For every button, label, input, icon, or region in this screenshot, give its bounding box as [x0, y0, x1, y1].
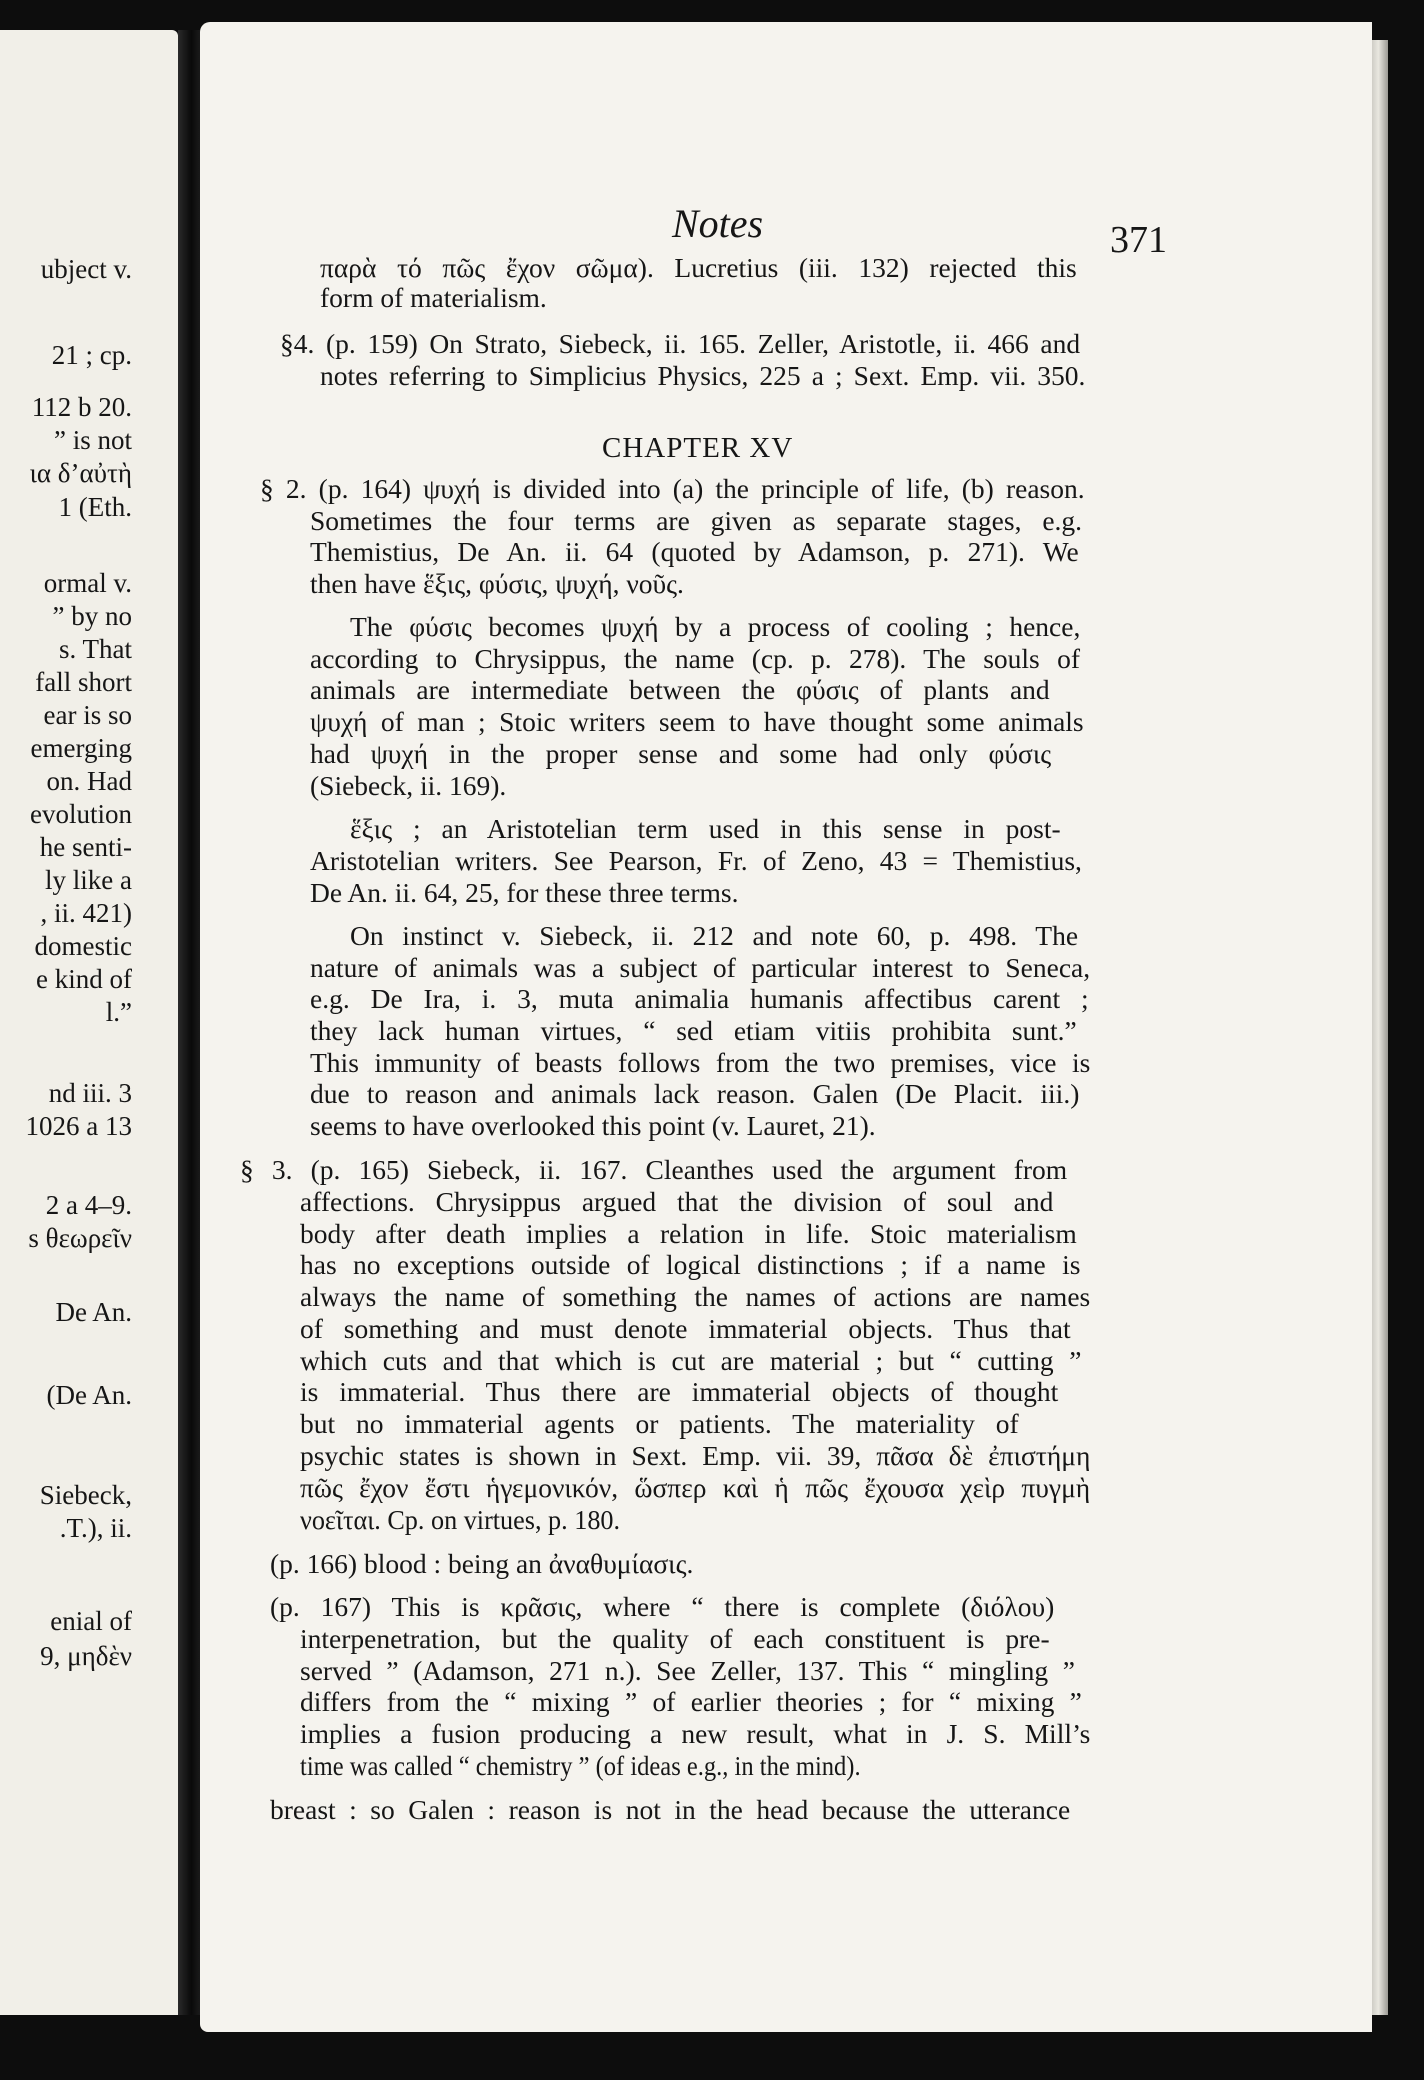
left-page-text-fragment: e kind of [36, 964, 132, 994]
text-line: differs from the “ mixing ” of earlier theories ; for “ mixing ” [300, 1686, 1082, 1717]
left-page-text-fragment: ια δ’αὐτὴ [29, 458, 132, 488]
left-page-text-fragment: domestic [34, 931, 132, 961]
text-line: due to reason and animals lack reason. Galen (De Placit. iii.) [310, 1078, 1080, 1109]
left-page-text-fragment: 1026 a 13 [25, 1111, 132, 1141]
text-line: This immunity of beasts follows from the two premises, vice is [310, 1047, 1091, 1078]
text-line: is immaterial. Thus there are immaterial objects of thought [300, 1376, 1059, 1407]
text-line: time was called “ chemistry ” (of ideas e.g., in the mind). [300, 1750, 861, 1781]
text-line: § 3. (p. 165) Siebeck, ii. 167. Cleanthes used the argument from [240, 1154, 1068, 1185]
book-page [200, 22, 1372, 2032]
left-page-text-fragment: (De An. [46, 1380, 132, 1410]
text-line: ψυχή of man ; Stoic writers seem to have thought some animals [310, 706, 1084, 737]
page-edge [1372, 40, 1388, 2015]
text-line: of something and must denote immaterial objects. Thus that [300, 1313, 1071, 1344]
page-number: 371 [1110, 219, 1167, 261]
left-page-text-fragment: l.” [105, 997, 132, 1027]
left-page-text-fragment: .T.), ii. [59, 1513, 132, 1543]
text-line: The φύσις becomes ψυχή by a process of cooling ; hence, [350, 611, 1081, 642]
text-line: animals are intermediate between the φύσις of plants and [310, 674, 1050, 705]
text-line: served ” (Adamson, 271 n.). See Zeller, 137. This “ mingling ” [300, 1655, 1075, 1686]
left-page-text-fragment: , ii. 421) [40, 898, 132, 928]
text-line: nature of animals was a subject of particular interest to Seneca, [310, 952, 1091, 983]
text-line: body after death implies a relation in life. Stoic materialism [300, 1218, 1077, 1249]
text-line: Aristotelian writers. See Pearson, Fr. of Zeno, 43 = Themistius, [310, 845, 1082, 876]
left-page-text-fragment: 21 ; cp. [51, 340, 132, 370]
text-line: form of materialism. [320, 282, 547, 313]
text-line: according to Chrysippus, the name (cp. p. 278). The souls of [310, 643, 1080, 674]
left-page-text-fragment: ubject v. [40, 254, 132, 284]
left-page-text-fragment: ear is so [43, 700, 132, 730]
text-line: e.g. De Ira, i. 3, muta animalia humanis affectibus carent ; [310, 983, 1089, 1014]
left-page-text-fragment: 9, μηδὲν [40, 1641, 132, 1671]
left-page-text-fragment: De An. [55, 1297, 132, 1327]
left-page-text-fragment: ormal v. [43, 568, 132, 598]
text-line: notes referring to Simplicius Physics, 225 a ; Sext. Emp. vii. 350. [320, 360, 1086, 391]
text-line: νοεῖται. Cp. on virtues, p. 180. [300, 1504, 621, 1535]
left-page-text-fragment: 2 a 4–9. [45, 1190, 132, 1220]
text-line: always the name of something the names of actions are names [300, 1281, 1091, 1312]
left-page-text-fragment: on. Had [46, 766, 132, 796]
text-line: (p. 166) blood : being an ἀναθυμίασις. [270, 1548, 694, 1579]
text-line: πῶς ἔχον ἔστι ἡγεμονικόν, ὥσπερ καὶ ἡ πῶς ἔχουσα χεὶρ πυγμὴ [300, 1472, 1091, 1503]
text-line: ἕξις ; an Aristotelian term used in this sense in post- [350, 813, 1061, 844]
book-gutter [178, 30, 200, 2015]
left-page-text-fragment: 112 b 20. [31, 392, 132, 422]
text-line: On instinct v. Siebeck, ii. 212 and note 60, p. 498. The [350, 920, 1079, 951]
text-line: interpenetration, but the quality of each constituent is pre- [300, 1623, 1050, 1654]
text-line: they lack human virtues, “ sed etiam vitiis prohibita sunt.” [310, 1015, 1077, 1046]
text-line: παρὰ τό πῶς ἔχον σῶμα). Lucretius (iii. 132) rejected this [320, 252, 1077, 283]
chapter-heading: CHAPTER XV [602, 432, 794, 464]
text-line: (p. 167) This is κρᾶσις, where “ there is complete (διόλου) [270, 1591, 1055, 1622]
text-line: affections. Chrysippus argued that the division of soul and [300, 1186, 1054, 1217]
left-page-text-fragment: ly like a [45, 865, 132, 895]
text-line: but no immaterial agents or patients. The materiality of [300, 1408, 1019, 1439]
left-page-text-fragment: Siebeck, [39, 1480, 132, 1510]
left-page-text-fragment: enial of [50, 1606, 132, 1636]
text-line: psychic states is shown in Sext. Emp. vii. 39, πᾶσα δὲ ἐπιστήμη [300, 1440, 1091, 1471]
left-page-text-fragment: fall short [35, 667, 132, 697]
text-line: has no exceptions outside of logical distinctions ; if a name is [300, 1249, 1081, 1280]
text-line: which cuts and that which is cut are material ; but “ cutting ” [300, 1345, 1082, 1376]
text-line: implies a fusion producing a new result, what in J. S. Mill’s [300, 1718, 1091, 1749]
text-line: breast : so Galen : reason is not in the head because the utterance [270, 1794, 1071, 1825]
text-line: Sometimes the four terms are given as separate stages, e.g. [310, 505, 1083, 536]
text-line: De An. ii. 64, 25, for these three terms. [310, 877, 739, 908]
left-page-text-fragment: ” is not [54, 425, 132, 455]
text-line: then have ἕξις, φύσις, ψυχή, νοῦς. [310, 568, 684, 599]
running-head: Notes [672, 201, 764, 246]
left-page-text-fragment: evolution [30, 799, 132, 829]
left-page-text-fragment: ” by no [52, 601, 132, 631]
text-line: seems to have overlooked this point (v. Lauret, 21). [310, 1110, 876, 1141]
left-page-text-fragment: 1 (Eth. [58, 492, 132, 522]
previous-page-fragment [0, 30, 178, 2015]
left-page-text-fragment: s. That [59, 634, 132, 664]
text-line: (Siebeck, ii. 169). [310, 770, 507, 801]
left-page-text-fragment: nd iii. 3 [48, 1078, 132, 1108]
text-line: § 2. (p. 164) ψυχή is divided into (a) the principle of life, (b) reason. [260, 473, 1085, 504]
text-line: §4. (p. 159) On Strato, Siebeck, ii. 165. Zeller, Aristotle, ii. 466 and [280, 328, 1081, 359]
text-line: had ψυχή in the proper sense and some had only φύσις [310, 738, 1052, 769]
left-page-text-fragment: emerging [30, 733, 132, 763]
left-page-text-fragment: s θεωρεῖν [28, 1223, 132, 1253]
text-line: Themistius, De An. ii. 64 (quoted by Adamson, p. 271). We [310, 536, 1079, 567]
left-page-text-fragment: he senti- [39, 832, 132, 862]
